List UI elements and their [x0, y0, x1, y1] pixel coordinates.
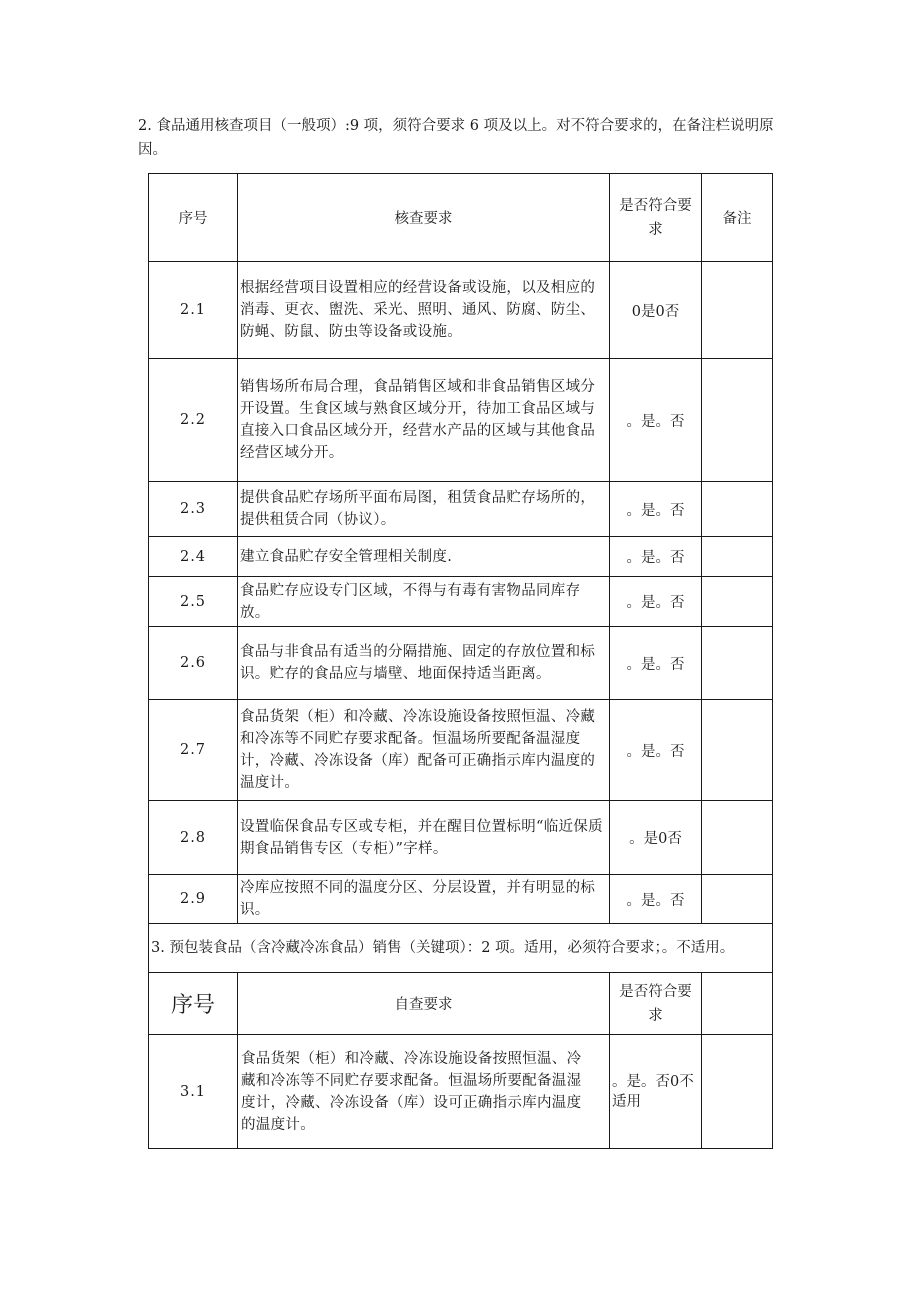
row-requirement: 销售场所布局合理，食品销售区域和非食品销售区域分开设置。生食区域与熟食区域分开，待加工食品区域与直接入口食品区域分开，经营水产品的区域与其他食品经营区域分开。 — [238, 359, 610, 482]
row-compliance-checkbox[interactable]: 。是。否 — [610, 537, 702, 577]
row-requirement: 提供食品贮存场所平面布局图，租赁食品贮存场所的，提供租赁合同（协议）。 — [238, 482, 610, 537]
row-seq: 2.1 — [149, 262, 238, 359]
table-header-row — [149, 174, 773, 262]
section3-header-compliance: 是否符合要求 — [610, 973, 702, 1035]
row-requirement: 冷库应按照不同的温度分区、分层设置，并有明显的标识。 — [238, 875, 610, 924]
table-row — [149, 627, 773, 700]
row-compliance-checkbox[interactable]: 。是。否 — [610, 359, 702, 482]
inspection-table — [148, 173, 773, 1149]
row-compliance-checkbox[interactable]: 。是。否 — [610, 627, 702, 700]
table-row — [149, 262, 773, 359]
row-remark[interactable] — [702, 262, 773, 359]
row-seq: 2.2 — [149, 359, 238, 482]
table-row — [149, 577, 773, 627]
row-remark[interactable] — [702, 875, 773, 924]
row-compliance-checkbox[interactable]: 。是。否 — [610, 577, 702, 627]
row-requirement: 食品贮存应设专门区域，不得与有毒有害物品同库存放。 — [238, 577, 610, 627]
row-seq: 2.6 — [149, 627, 238, 700]
row-compliance-checkbox[interactable]: 。是0否 — [610, 801, 702, 875]
intro-paragraph: 2. 食品通用核查项目（一般项）:9 项，须符合要求 6 项及以上。对不符合要求的，在备注栏说明原因。 — [138, 118, 774, 158]
table-row — [149, 801, 773, 875]
row-compliance-checkbox[interactable]: 。是。否0不适用 — [610, 1035, 702, 1149]
row-seq: 2.4 — [149, 537, 238, 577]
row-requirement: 设置临保食品专区或专柜，并在醒目位置标明“临近保质期食品销售专区（专柜）”字样。 — [238, 801, 610, 875]
table-row — [149, 1035, 773, 1149]
section-title-row — [149, 924, 773, 973]
header-seq: 序号 — [149, 174, 238, 262]
header-requirement: 核查要求 — [238, 174, 610, 262]
section3-header-row — [149, 973, 773, 1035]
row-requirement: 食品货架（柜）和冷藏、冷冻设施设备按照恒温、冷藏和冷冻等不同贮存要求配备。恒温场所要配备温湿度计，冷藏、冷冻设备（库）设可正确指示库内温度的温度计。 — [238, 1035, 610, 1149]
row-seq: 2.7 — [149, 700, 238, 801]
row-remark[interactable] — [702, 700, 773, 801]
table-row — [149, 482, 773, 537]
row-remark[interactable] — [702, 627, 773, 700]
section3-title: 3. 预包装食品（含冷藏冷冻食品）销售（关键项）：2 项。适用，必须符合要求；。不适用。 — [149, 924, 773, 973]
row-requirement: 食品与非食品有适当的分隔措施、固定的存放位置和标识。贮存的食品应与墙壁、地面保持适当距离。 — [238, 627, 610, 700]
row-remark[interactable] — [702, 1035, 773, 1149]
header-compliance: 是否符合要求 — [610, 174, 702, 262]
row-remark[interactable] — [702, 359, 773, 482]
row-compliance-checkbox[interactable]: 。是。否 — [610, 482, 702, 537]
row-seq: 2.3 — [149, 482, 238, 537]
row-compliance-checkbox[interactable]: 。是。否 — [610, 700, 702, 801]
table-row — [149, 875, 773, 924]
table-row — [149, 537, 773, 577]
row-seq: 2.9 — [149, 875, 238, 924]
table-row — [149, 700, 773, 801]
section3-header-seq: 序号 — [149, 973, 238, 1035]
row-requirement: 根据经营项目设置相应的经营设备或设施，以及相应的消毒、更衣、盥洗、采光、照明、通风、防腐、防尘、防蝇、防鼠、防虫等设备或设施。 — [238, 262, 610, 359]
row-remark[interactable] — [702, 537, 773, 577]
section3-header-requirement: 自查要求 — [238, 973, 610, 1035]
row-seq: 2.5 — [149, 577, 238, 627]
row-remark[interactable] — [702, 801, 773, 875]
row-remark[interactable] — [702, 577, 773, 627]
table-row — [149, 359, 773, 482]
row-compliance-checkbox[interactable]: 。是。否 — [610, 875, 702, 924]
row-compliance-checkbox[interactable]: 0是0否 — [610, 262, 702, 359]
row-seq: 2.8 — [149, 801, 238, 875]
header-remark: 备注 — [702, 174, 773, 262]
row-requirement: 建立食品贮存安全管理相关制度. — [238, 537, 610, 577]
section3-header-remark — [702, 973, 773, 1035]
row-remark[interactable] — [702, 482, 773, 537]
row-requirement: 食品货架（柜）和冷藏、冷冻设施设备按照恒温、冷藏和冷冻等不同贮存要求配备。恒温场所要配备温湿度计，冷藏、冷冻设备（库）配备可正确指示库内温度的温度计。 — [238, 700, 610, 801]
row-seq: 3.1 — [149, 1035, 238, 1149]
